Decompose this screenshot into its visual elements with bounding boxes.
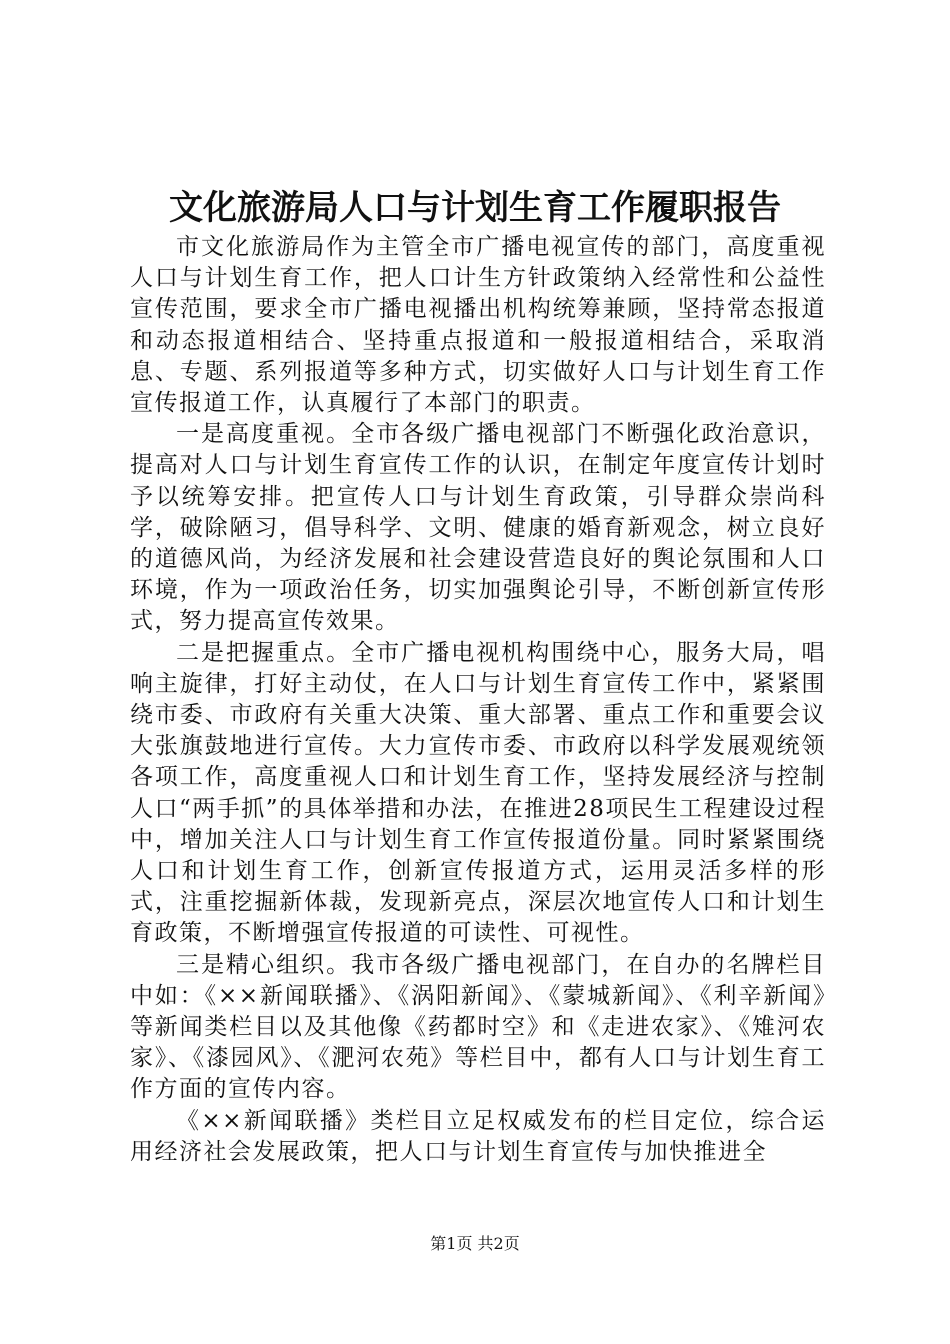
- paragraph-point-two: 二是把握重点。全市广播电视机构围绕中心，服务大局，唱响主旋律，打好主动仗，在人口与计划生育宣传工作中，紧紧围绕市委、市政府有关重大决策、重大部署、重点工作和重要会议大张旗鼓地进行宣传。大力宣传市委、市政府以科学发展观统领各项工作，高度重视人口和计划生育工作，坚持发展经济与控制人口“两手抓”的具体举措和办法，在推进28项民生工程建设过程中，增加关注人口与计划生育工作宣传报道份量。同时紧紧围绕人口和计划生育工作，创新宣传报道方式，运用灵活多样的形式，注重挖掘新体裁，发现新亮点，深层次地宣传人口和计划生育政策，不断增强宣传报道的可读性、可视性。: [130, 639, 826, 947]
- page-number: 第1页: [430, 1234, 473, 1253]
- paragraph-news-program: 《××新闻联播》类栏目立足权威发布的栏目定位，综合运用经济社会发展政策，把人口与计划生育宣传与加快推进全: [130, 1107, 826, 1165]
- page-footer: [0, 1232, 950, 1256]
- page-total: 共2页: [477, 1234, 520, 1253]
- document-title: 文化旅游局人口与计划生育工作履职报告: [169, 188, 781, 228]
- paragraph-point-one: 一是高度重视。全市各级广播电视部门不断强化政治意识，提高对人口与计划生育宣传工作的认识，在制定年度宣传计划时予以统筹安排。把宣传人口与计划生育政策，引导群众崇尚科学，破除陋习，倡导科学、文明、健康的婚育新观念，树立良好的道德风尚，为经济发展和社会建设营造良好的舆论氛围和人口环境，作为一项政治任务，切实加强舆论引导，不断创新宣传形式，努力提高宣传效果。: [130, 421, 826, 635]
- document-body: [130, 232, 826, 1168]
- paragraph-intro: 市文化旅游局作为主管全市广播电视宣传的部门，高度重视人口与计划生育工作，把人口计生方针政策纳入经常性和公益性宣传范围，要求全市广播电视播出机构统筹兼顾，坚持常态报道和动态报道相结合、坚持重点报道和一般报道相结合，采取消息、专题、系列报道等多种方式，切实做好人口与计划生育工作宣传报道工作，认真履行了本部门的职责。: [130, 234, 826, 417]
- paragraph-point-three: 三是精心组织。我市各级广播电视部门，在自办的名牌栏目中如：《××新闻联播》、《涡阳新闻》、《蒙城新闻》、《利辛新闻》等新闻类栏目以及其他像《药都时空》和《走进农家》、《雉河农家》、《漆园风》、《淝河农苑》等栏目中，都有人口与计划生育工作方面的宣传内容。: [130, 951, 826, 1103]
